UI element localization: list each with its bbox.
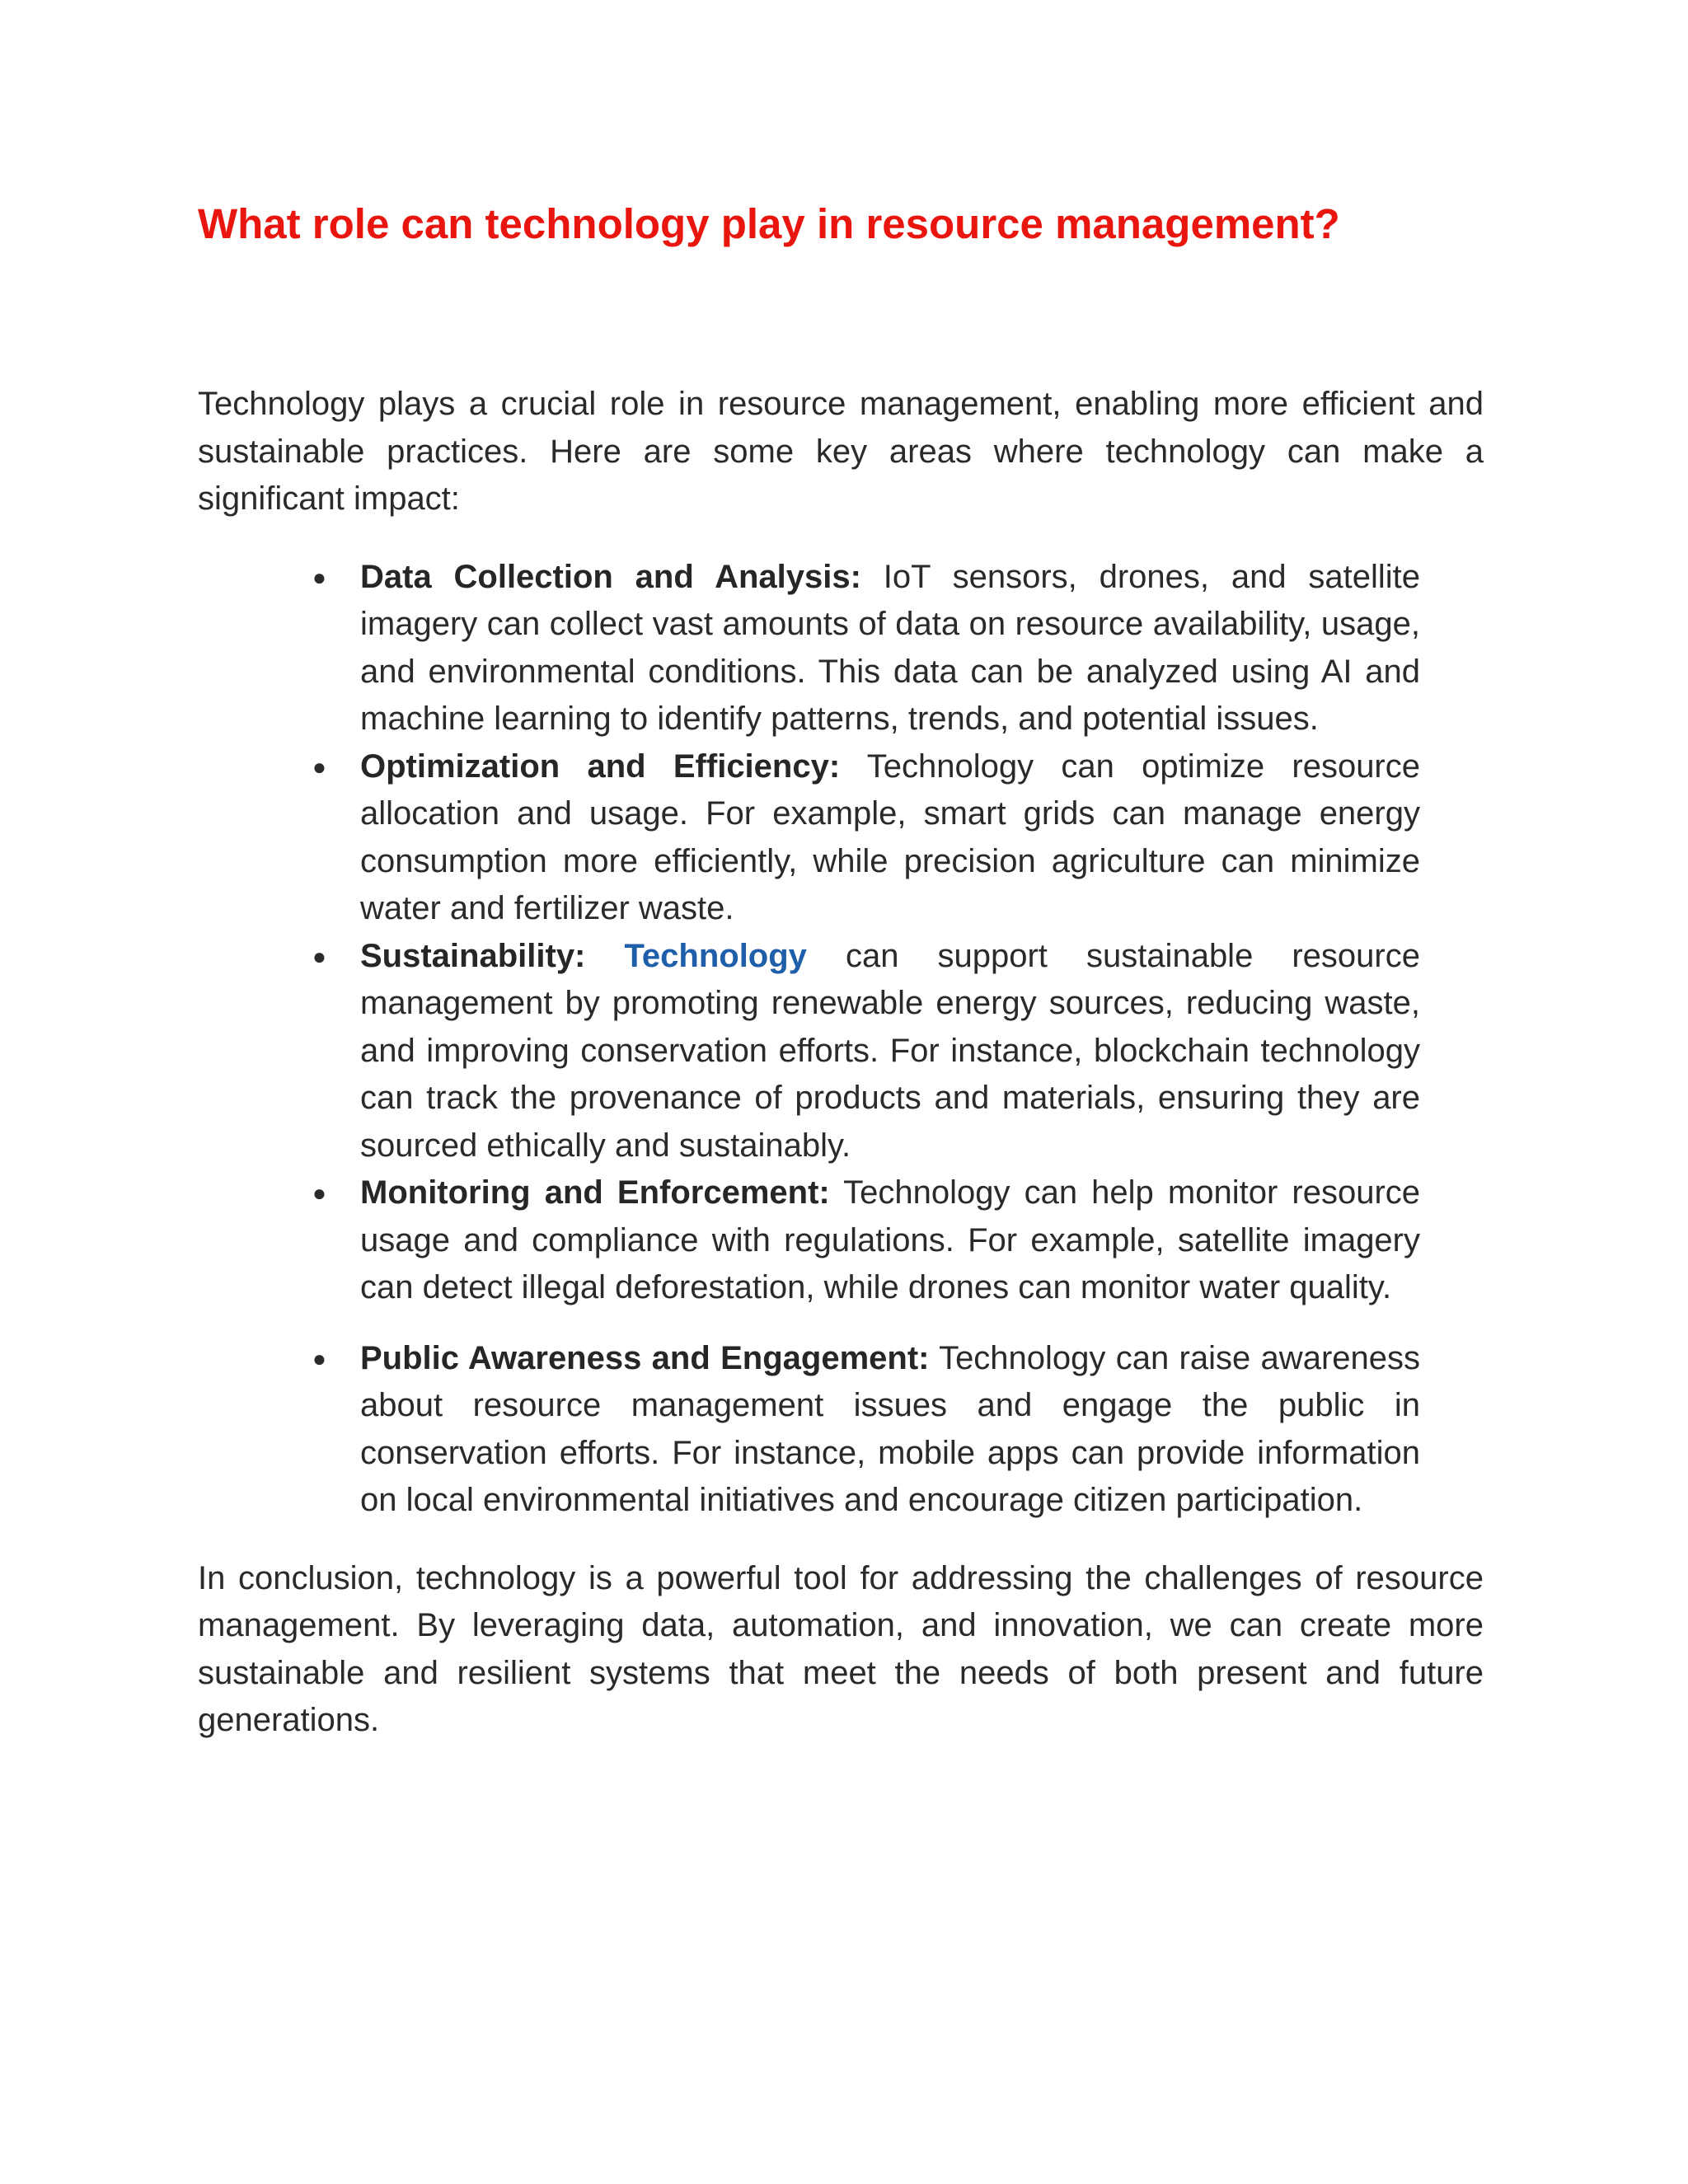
bullet-icon: ●	[312, 1345, 326, 1371]
bullet-icon: ●	[312, 564, 326, 590]
list-item-term: Public Awareness and Engagement:	[360, 1339, 930, 1376]
list-item-text: Technology can optimize resource allocation and usage. For example, smart grids can manage energy consumption more efficiently, while precision agriculture can minimize water and fertilizer waste.	[360, 748, 1420, 926]
bullet-icon: ●	[312, 943, 326, 969]
list-item-text: can support sustainable resource management by promoting renewable energy sources, reducing waste, and improving conservation efforts. For instance, blockchain technology can track the provenance of products and materials, ensuring they are sourced ethically and sustainably.	[360, 937, 1420, 1164]
intro-paragraph: Technology plays a crucial role in resource management, enabling more efficient and sustainable practices. Here are some key areas where technology can make a significant impact:	[198, 386, 1484, 517]
list-item-term: Monitoring and Enforcement:	[360, 1174, 830, 1211]
bullet-icon: ●	[312, 753, 326, 780]
list-item-term: Sustainability:	[360, 937, 586, 974]
list-item-optimization	[312, 743, 1420, 933]
list-item-text: Technology can raise awareness about resource management issues and engage the public in conservation efforts. For instance, mobile apps can provide information on local environmental initiatives and encourage citizen participation.	[360, 1339, 1420, 1518]
list-item-monitoring	[312, 1169, 1421, 1312]
list-item-term: Optimization and Efficiency:	[360, 748, 841, 785]
list-item-public-awareness	[312, 1335, 1420, 1525]
list-item-data-collection	[312, 554, 1420, 743]
list-item-sustainability	[312, 933, 1420, 1170]
technology-link[interactable]: Technology	[624, 937, 807, 974]
page-title: What role can technology play in resource management?	[198, 200, 1340, 247]
list-item-text: IoT sensors, drones, and satellite imagery can collect vast amounts of data on resource availability, usage, and environmental conditions. This data can be analyzed using AI and machine learning to identify patterns, trends, and potential issues.	[360, 558, 1420, 737]
list-item-term: Data Collection and Analysis:	[360, 558, 861, 595]
list-item-text: Technology can help monitor resource usage and compliance with regulations. For example, satellite imagery can detect illegal deforestation, while drones can monitor water quality.	[360, 1174, 1421, 1305]
bullet-icon: ●	[312, 1180, 326, 1206]
document-page	[198, 194, 1484, 1745]
conclusion-paragraph: In conclusion, technology is a powerful tool for addressing the challenges of resource management. By leveraging data, automation, and innovation, we can create more sustainable and resilient systems that meet the needs of both present and future generations.	[198, 1559, 1484, 1738]
key-areas-list	[198, 554, 1484, 1525]
